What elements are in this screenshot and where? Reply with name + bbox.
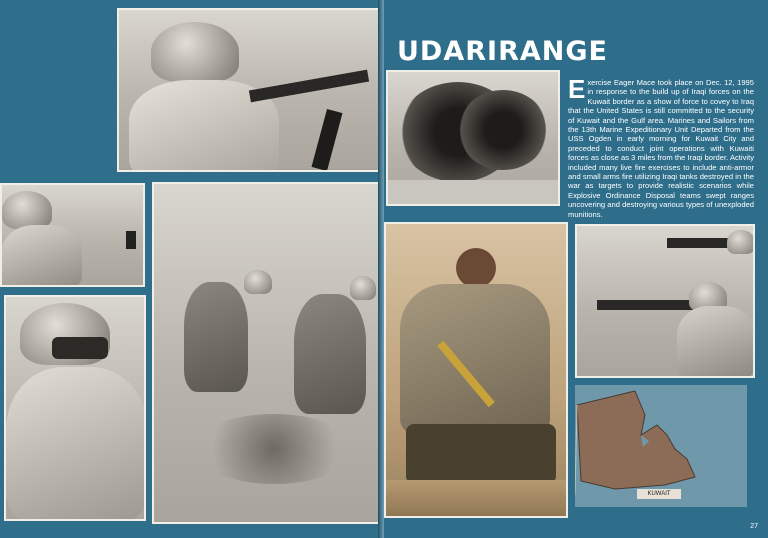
photo-marine-ammo	[384, 222, 568, 518]
photo-soldier-closeup	[4, 295, 146, 521]
photo-soldier-firing	[117, 8, 381, 172]
article-text	[568, 74, 754, 219]
article-body: xercise Eager Mace took place on Dec. 12, 1995 in response to the build up of Iraqi forces on the Kuwait border as a show of force to covey to Iraq that the United States is still committed to the security of Kuwait and the Gulf area. Marines and Sailors from the 13th Marine Expeditionary Unit Departed from the USS Ogden in early morning for Kuwait City and preceded to conduct joint operations with Kuwaiti forces as close as 3 miles from the Iraqi border. Activity included many live fire exercises to include anti-armor and small arms fire utilizing Iraqi tanks destroyed in the war as targets to provide realistic scenarios while Explosive Ordinance Disposal teams swept ranges uncovering and destroying various types of unexploded munitions.	[568, 78, 754, 219]
page-title: UDARIRANGE	[397, 36, 608, 67]
photo-soldier-target	[0, 183, 145, 287]
page-number: 27	[750, 523, 758, 530]
photo-soldiers-inspecting	[152, 182, 382, 524]
kuwait-map	[575, 385, 747, 507]
map-label: KUWAIT	[647, 491, 671, 497]
photo-machine-gun	[575, 224, 755, 378]
photo-explosion	[386, 70, 560, 206]
left-page	[0, 0, 382, 538]
article-dropcap: E	[568, 74, 586, 104]
